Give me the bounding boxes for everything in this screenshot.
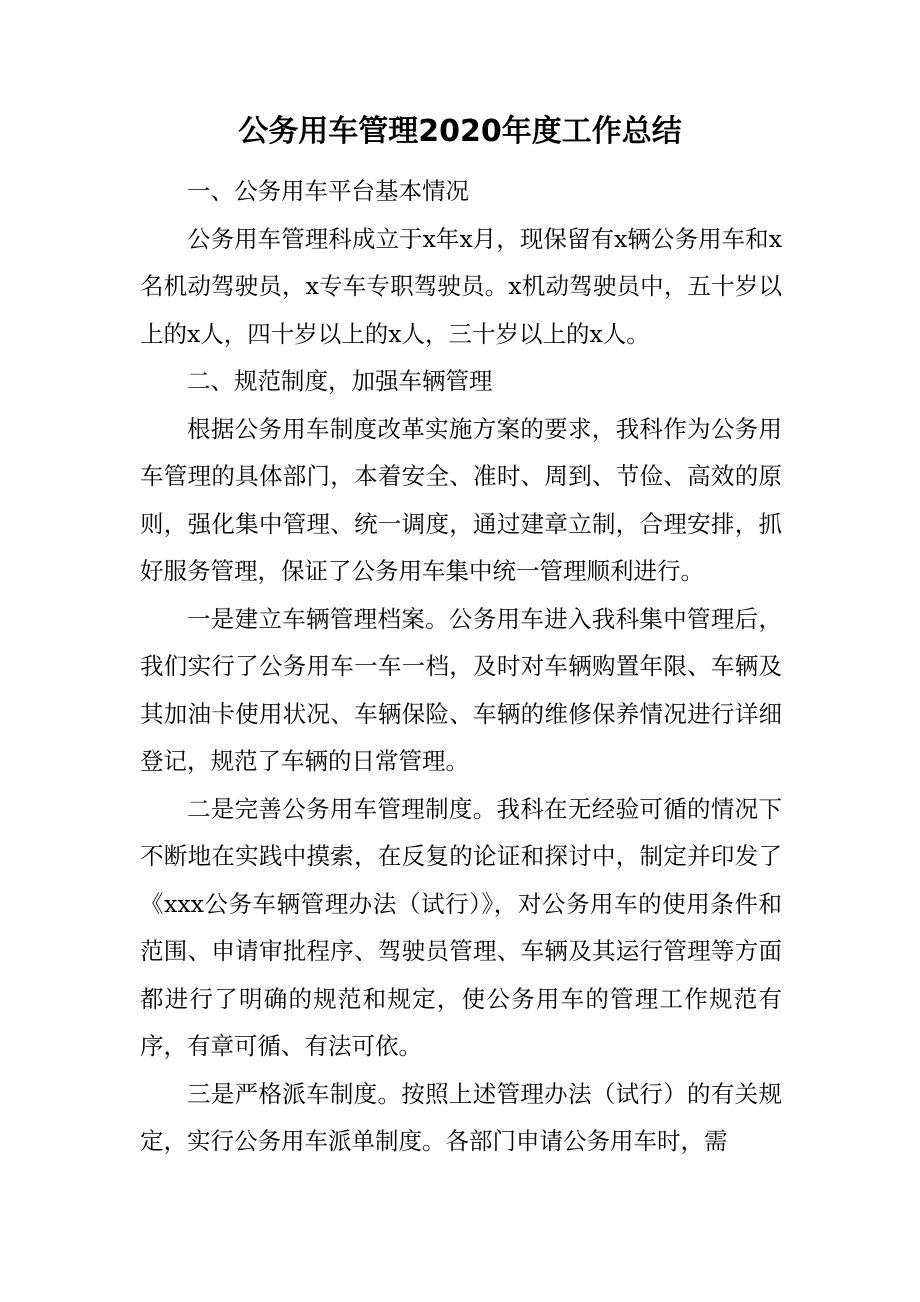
paragraph-vehicle-archive: 一是建立车辆管理档案。公务用车进入我科集中管理后，我们实行了公务用车一车一档，及时对车辆购置年限、车辆及其加油卡使用状况、车辆保险、车辆的维修保养情况进行详细登记，规范了车辆的日常管理。 <box>140 604 782 775</box>
paragraph-dispatch-system: 三是严格派车制度。按照上述管理办法（试行）的有关规定，实行公务用车派单制度。各部门申请公务用车时，需 <box>140 1079 782 1155</box>
section-heading-1: 一、公务用车平台基本情况 <box>187 177 469 205</box>
paragraph-management-rules: 二是完善公务用车管理制度。我科在无经验可循的情况下不断地在实践中摸索，在反复的论证和探讨中，制定并印发了《xxx公务车辆管理办法（试行）》，对公务用车的使用条件和范围、申请审批程序、驾驶员管理、车辆及其运行管理等方面都进行了明确的规范和规定，使公务用车的管理工作规范有序，有章可循、有法可依。 <box>140 794 782 1060</box>
section-heading-2: 二、规范制度，加强车辆管理 <box>187 367 493 395</box>
paragraph-reform-plan: 根据公务用车制度改革实施方案的要求，我科作为公务用车管理的具体部门，本着安全、准时、周到、节俭、高效的原则，强化集中管理、统一调度，通过建章立制，合理安排，抓好服务管理，保证了公务用车集中统一管理顺利进行。 <box>140 414 782 585</box>
document-title: 公务用车管理2020年度工作总结 <box>238 114 682 149</box>
document-body <box>140 168 782 1166</box>
paragraph-basic-info: 公务用车管理科成立于x年x月，现保留有x辆公务用车和x名机动驾驶员，x专车专职驾驶员。x机动驾驶员中，五十岁以上的x人，四十岁以上的x人，三十岁以上的x人。 <box>140 224 782 348</box>
